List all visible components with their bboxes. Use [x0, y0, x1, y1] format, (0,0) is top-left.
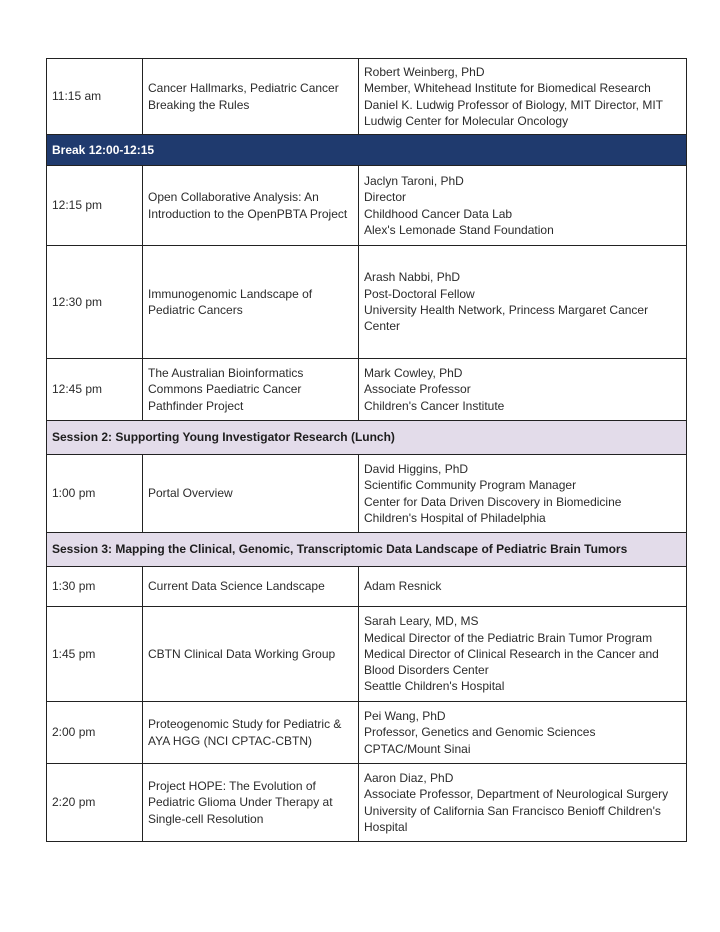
speaker-affiliation: University of California San Francisco Benioff Children's Hospital: [364, 803, 661, 834]
speaker-affiliation: Children's Hospital of Philadelphia: [364, 510, 546, 525]
speaker-affiliation: Alex's Lemonade Stand Foundation: [364, 222, 554, 237]
break-row: [47, 135, 687, 166]
speaker-affiliation: Associate Professor: [364, 382, 471, 397]
speaker-cell: [359, 246, 687, 359]
session-title: Session 2: Supporting Young Investigator Research (Lunch): [47, 421, 687, 455]
speaker-cell: [359, 166, 687, 246]
time-cell: 12:45 pm: [47, 359, 143, 421]
time-cell: 12:30 pm: [47, 246, 143, 359]
speaker-affiliation: University Health Network, Princess Margaret Cancer Center: [364, 303, 649, 334]
time-cell: 1:30 pm: [47, 567, 143, 607]
speaker-name: Jaclyn Taroni, PhD: [364, 173, 464, 188]
speaker-affiliation: Associate Professor, Department of Neurological Surgery: [364, 787, 669, 802]
agenda-row: [47, 702, 687, 764]
session-title: Session 3: Mapping the Clinical, Genomic, Transcriptomic Data Landscape of Pediatric Brain Tumors: [47, 533, 687, 567]
speaker-affiliation: Director: [364, 190, 407, 205]
agenda-body: [47, 59, 687, 842]
speaker-affiliation: Post-Doctoral Fellow: [364, 286, 475, 301]
time-cell: 2:20 pm: [47, 764, 143, 842]
speaker-name: Robert Weinberg, PhD: [364, 64, 485, 79]
talk-title-cell: CBTN Clinical Data Working Group: [143, 607, 359, 702]
talk-title-cell: Portal Overview: [143, 455, 359, 533]
time-cell: 2:00 pm: [47, 702, 143, 764]
speaker-affiliation: Member, Whitehead Institute for Biomedical Research: [364, 81, 651, 96]
speaker-affiliation: Medical Director of the Pediatric Brain Tumor Program: [364, 630, 653, 645]
speaker-cell: [359, 702, 687, 764]
session-header-row: [47, 421, 687, 455]
speaker-cell: [359, 607, 687, 702]
talk-title-cell: Open Collaborative Analysis: An Introduction to the OpenPBTA Project: [143, 166, 359, 246]
talk-title-cell: Current Data Science Landscape: [143, 567, 359, 607]
break-label: Break 12:00-12:15: [47, 135, 687, 166]
agenda-row: [47, 359, 687, 421]
speaker-cell: [359, 455, 687, 533]
speaker-name: Aaron Diaz, PhD: [364, 770, 454, 785]
speaker-affiliation: Center for Data Driven Discovery in Biomedicine: [364, 494, 622, 509]
agenda-row: [47, 455, 687, 533]
talk-title-cell: Cancer Hallmarks, Pediatric Cancer Breaking the Rules: [143, 59, 359, 135]
speaker-affiliation: Scientific Community Program Manager: [364, 478, 577, 493]
speaker-affiliation: Medical Director of Clinical Research in the Cancer and Blood Disorders Center: [364, 646, 659, 678]
speaker-cell: [359, 764, 687, 842]
time-cell: 1:00 pm: [47, 455, 143, 533]
speaker-cell: [359, 567, 687, 607]
talk-title-cell: Proteogenomic Study for Pediatric & AYA HGG (NCI CPTAC-CBTN): [143, 702, 359, 764]
agenda-row: [47, 607, 687, 702]
speaker-affiliation: CPTAC/Mount Sinai: [364, 741, 471, 756]
speaker-cell: [359, 359, 687, 421]
agenda-row: [47, 764, 687, 842]
speaker-name: Adam Resnick: [364, 579, 442, 594]
agenda-table: [46, 58, 687, 842]
speaker-name: David Higgins, PhD: [364, 461, 469, 476]
speaker-affiliation: Seattle Children's Hospital: [364, 679, 505, 694]
speaker-cell: [359, 59, 687, 135]
speaker-name: Pei Wang, PhD: [364, 709, 446, 724]
speaker-name: Arash Nabbi, PhD: [364, 270, 461, 285]
agenda-row: [47, 166, 687, 246]
time-cell: 11:15 am: [47, 59, 143, 135]
speaker-affiliation: Daniel K. Ludwig Professor of Biology, MIT Director, MIT Ludwig Center for Molecular Oncology: [364, 97, 663, 128]
talk-title-cell: The Australian Bioinformatics Commons Paediatric Cancer Pathfinder Project: [143, 359, 359, 421]
speaker-name: Sarah Leary, MD, MS: [364, 614, 479, 629]
speaker-affiliation: Childhood Cancer Data Lab: [364, 206, 513, 221]
session-header-row: [47, 533, 687, 567]
speaker-affiliation: Children's Cancer Institute: [364, 398, 505, 413]
agenda-row: [47, 246, 687, 359]
time-cell: 12:15 pm: [47, 166, 143, 246]
speaker-affiliation: Professor, Genetics and Genomic Sciences: [364, 725, 596, 740]
time-cell: 1:45 pm: [47, 607, 143, 702]
talk-title-cell: Immunogenomic Landscape of Pediatric Cancers: [143, 246, 359, 359]
agenda-row: [47, 59, 687, 135]
talk-title-cell: Project HOPE: The Evolution of Pediatric Glioma Under Therapy at Single-cell Resolution: [143, 764, 359, 842]
agenda-row: [47, 567, 687, 607]
speaker-name: Mark Cowley, PhD: [364, 366, 463, 381]
